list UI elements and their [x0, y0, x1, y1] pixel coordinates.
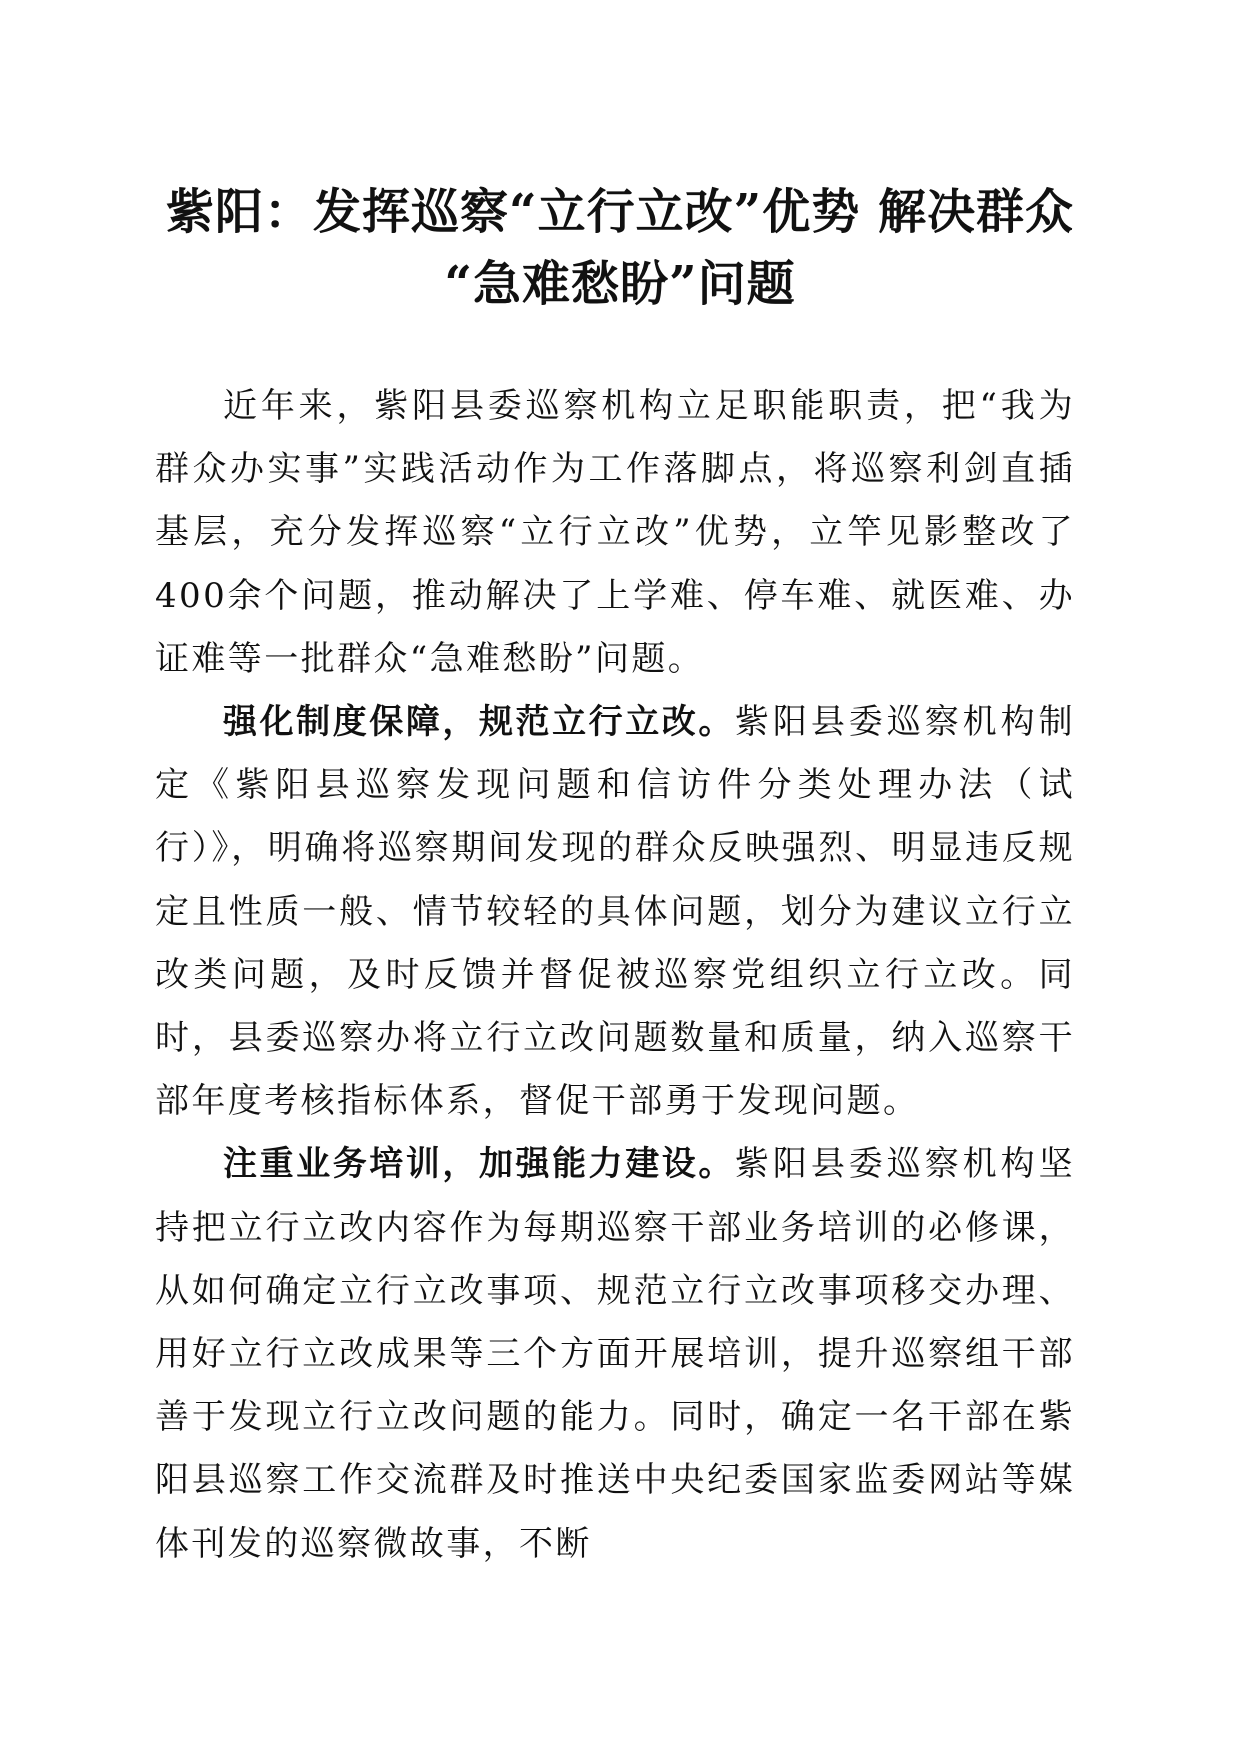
- article-title-line-1: 紫阳：发挥巡察“立行立改”优势 解决群众: [166, 184, 1074, 240]
- article-title-line-2: “急难愁盼”问题: [444, 256, 796, 312]
- paragraph-text: 紫阳县委巡察机构坚持把立行立改内容作为每期巡察干部业务培训的必修课，从如何确定立行立改事项、规范立行立改事项移交办理、用好立行立改成果等三个方面开展培训，提升巡察组干部善于发现立行立改问题的能力。同时，确定一名干部在紫阳县巡察工作交流群及时推送中央纪委国家监委网站等媒体刊发的巡察微故事，不断: [155, 1144, 1075, 1564]
- paragraph-text: 紫阳县委巡察机构制定《紫阳县巡察发现问题和信访件分类处理办法（试行）》，明确将巡察期间发现的群众反映强烈、明显违反规定且性质一般、情节较轻的具体问题，划分为建议立行立改类问题，及时反馈并督促被巡察党组织立行立改。同时，县委巡察办将立行立改问题数量和质量，纳入巡察干部年度考核指标体系，督促干部勇于发现问题。: [155, 702, 1075, 1122]
- article-body: [155, 375, 1075, 1576]
- paragraph-lead: 注重业务培训，加强能力建设。: [223, 1144, 735, 1185]
- paragraph-training: [155, 1133, 1075, 1575]
- paragraph-institution: [155, 691, 1075, 1133]
- paragraph-text: 近年来，紫阳县委巡察机构立足职能职责，把“我为群众办实事”实践活动作为工作落脚点，将巡察利剑直插基层，充分发挥巡察“立行立改”优势，立竿见影整改了400余个问题，推动解决了上学难、停车难、就医难、办证难等一批群众“急难愁盼”问题。: [155, 386, 1075, 679]
- paragraph-intro: [155, 375, 1075, 691]
- article-title: [120, 176, 1120, 320]
- paragraph-lead: 强化制度保障，规范立行立改。: [223, 702, 735, 743]
